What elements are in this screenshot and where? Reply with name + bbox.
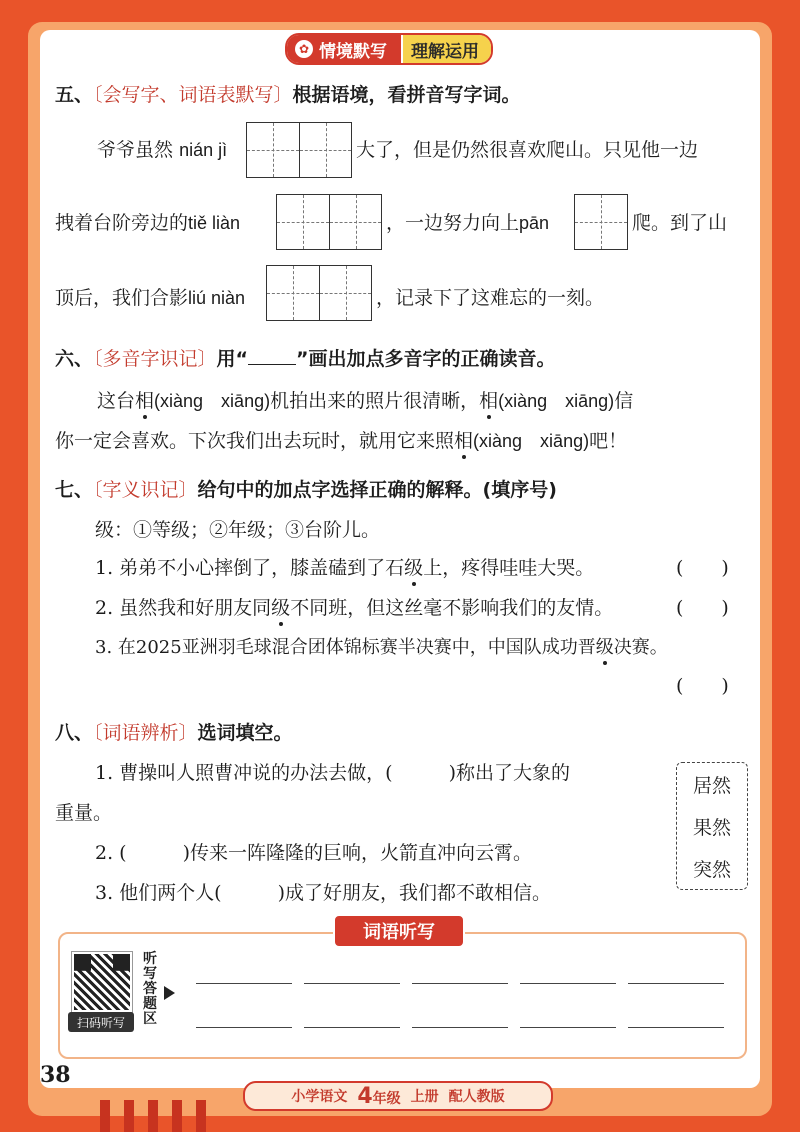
section6-line1: 这台相(xiàng xiāng)机拍出来的照片很清晰，相(xiàng xiāng)信 [97,390,634,412]
footer-grade-num: 4 [357,1083,373,1109]
section5-line3-rest: ，记录下了这难忘的一刻。 [376,287,605,309]
section5-line1-rest: 大了，但是仍然很喜欢爬山。只见他一边 [356,139,699,161]
decor-bar [148,1100,158,1132]
footer-grade: 年级 [372,1090,401,1107]
answer-grid-nianji[interactable] [246,122,352,178]
word-choice: 居然 [692,774,731,797]
header-left-label: 情境默写 [319,41,387,62]
dictation-blank[interactable] [412,983,508,984]
dictation-blank[interactable] [304,983,400,984]
section5-line2: 拽着台阶旁边的tiě liàn [55,212,241,234]
dictation-blank[interactable] [520,1027,616,1028]
decor-bar [172,1100,182,1132]
footer-subject: 小学语文 [291,1089,348,1105]
section8-q1-cont: 重量。 [55,802,113,824]
decor-bar [196,1100,206,1132]
word-choice: 果然 [692,816,731,839]
section8-title: 八、〔词语辨析〕选词填空。 [55,722,293,744]
section5-title: 五、〔会写字、词语表默写〕根据语境，看拼音写字词。 [55,84,521,106]
answer-paren-q7-2[interactable]: ( ) [676,597,729,619]
section7-q2: 2. 虽然我和好朋友同级不同班，但这丝毫不影响我们的友情。 [95,597,614,619]
answer-grid-pan[interactable] [574,194,628,250]
dictation-area [58,932,747,1059]
word-choice: 突然 [692,858,731,881]
section7-title: 七、〔字义识记〕给句中的加点字选择正确的解释。(填序号) [55,479,557,501]
answer-paren-q7-3[interactable]: ( ) [676,675,729,697]
footer-badge [243,1081,553,1111]
section7-definitions: 级：①等级；②年级；③台阶儿。 [95,519,381,541]
section5-line2-mid: ，一边努力向上pān [386,212,550,234]
section5-line3: 顶后，我们合影liú niàn [55,287,246,309]
answer-area-label: 听写答题区 [143,951,157,1027]
dictation-blank[interactable] [412,1027,508,1028]
section6-title: 六、〔多音字识记〕用“ ”画出加点多音字的正确读音。 [55,348,556,370]
dictation-title: 词语听写 [333,914,465,948]
section8-q3: 3. 他们两个人( )成了好朋友，我们都不敢相信。 [95,882,552,904]
section8-q2: 2. ( )传来一阵隆隆的巨响，火箭直冲向云霄。 [95,842,533,864]
dictation-blank[interactable] [196,1027,292,1028]
footer-term: 上册 [410,1089,439,1105]
arrow-right-icon [164,986,175,1000]
section7-q1: 1. 弟弟不小心摔倒了，膝盖磕到了石级上，疼得哇哇大哭。 [95,557,595,579]
answer-paren-q7-1[interactable]: ( ) [676,557,729,579]
section5-line1: 爷爷虽然 nián jì [97,139,228,161]
section7-q3: 3. 在2025亚洲羽毛球混合团体锦标赛半决赛中，中国队成功晋级决赛。 [95,637,668,658]
decor-bar [124,1100,134,1132]
answer-grid-tielian[interactable] [276,194,382,250]
word-choice-box [676,762,748,890]
dictation-blank[interactable] [304,1027,400,1028]
decor-bar [100,1100,110,1132]
footer-edition: 配人教版 [448,1089,505,1105]
header-badge [285,33,493,65]
section8-q1: 1. 曹操叫人照曹冲说的办法去做，( )称出了大象的 [95,762,571,784]
section6-line2: 你一定会喜欢。下次我们出去玩时，就用它来照相(xiàng xiāng)吧！ [55,430,628,452]
dictation-blank[interactable] [628,983,724,984]
flower-icon: ✿ [295,40,313,58]
page-number: 38 [40,1062,71,1088]
qr-code-icon[interactable] [72,952,132,1012]
header-right-label: 理解运用 [403,35,491,63]
qr-label: 扫码听写 [68,1012,134,1032]
dictation-blank[interactable] [628,1027,724,1028]
section5-line2-rest: 爬。到了山 [632,212,728,234]
answer-grid-liunian[interactable] [266,265,372,321]
dictation-blank[interactable] [520,983,616,984]
dictation-blank[interactable] [196,983,292,984]
